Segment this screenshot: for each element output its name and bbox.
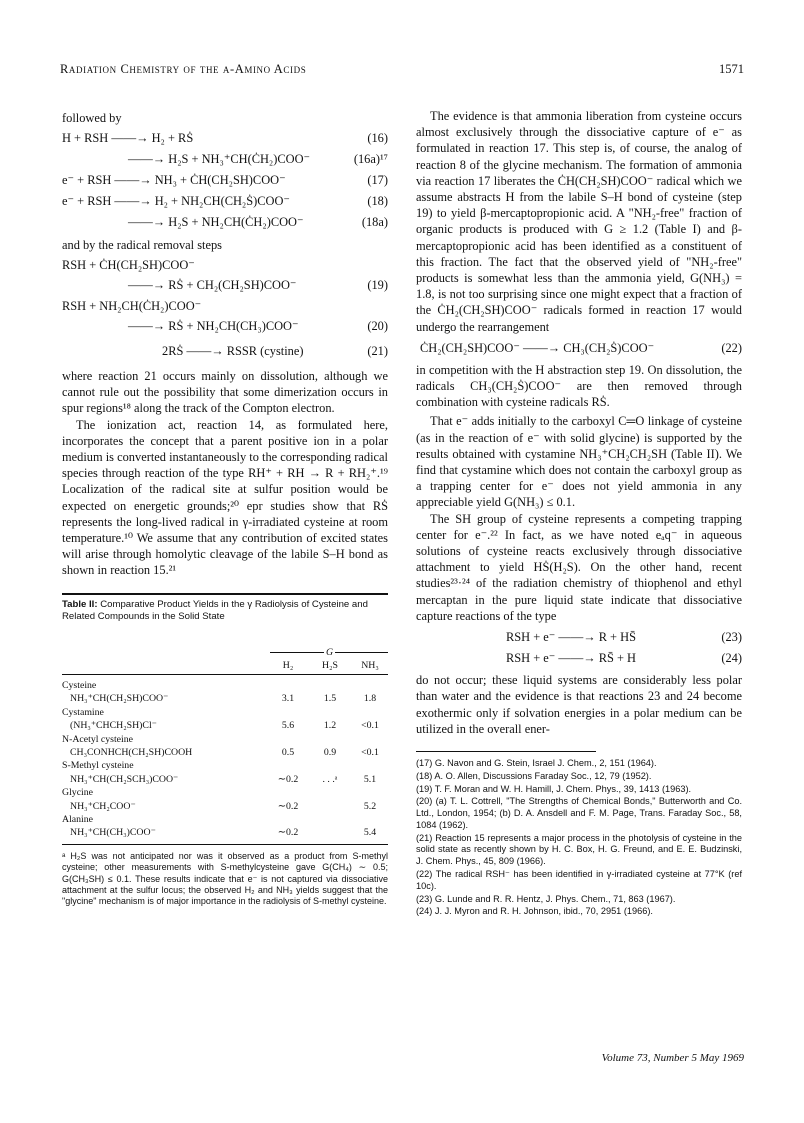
equation-row: H + RSH ——→ H₂ + RṠ (16) <box>62 131 388 145</box>
paragraph-dimerization: where reaction 21 occurs mainly on dissolution, although we cannot rule out the possibility that some dimerization occurs in spur regions¹⁸ along the track of the Compton electron. <box>62 369 388 416</box>
running-title: Radiation Chemistry of the α-Amino Acids <box>60 62 307 76</box>
equation-19-lead: RSH + ĊH(CH₂SH)COO⁻ <box>62 258 195 272</box>
reference-item: (19) T. F. Moran and W. H. Hamill, J. Chem. Phys., 39, 1413 (1963). <box>416 783 692 794</box>
table-row-values: NH₃⁺CH₂COO⁻ ∼0.2 5.2 <box>70 800 377 812</box>
table-row-values: CH₃CONHCH(CH₂SH)COOH 0.5 0.9 <0.1 <box>70 746 379 758</box>
equation-row: e⁻ + RSH ——→ H₂ + NH₂CH(CH₂Ṡ)COO⁻ (18) <box>62 194 388 208</box>
reference-item: (21) Reaction 15 represents a major process in the photolysis of cysteine in the solid state as recently shown by H. C. Box, H. G. Freund, and E. E. Budzinski, J. Chem. Phys., 45, 809 (1966). <box>416 832 742 867</box>
table-column-headers: H₂ H₂S NH₃ <box>282 659 379 671</box>
radical-removal-text: and by the radical removal steps <box>62 238 222 252</box>
reference-item: (18) A. O. Allen, Discussions Faraday Soc., 12, 79 (1952). <box>416 770 652 781</box>
table-row-compound: Alanine <box>62 813 94 825</box>
equation-row: e⁻ + RSH ——→ NH₃ + ĊH(CH₂SH)COO⁻ (17) <box>62 173 388 187</box>
table-row-values: (NH₃⁺CHCH₂SH)Cl⁻ 5.6 1.2 <0.1 <box>70 720 379 732</box>
equation-24: RSH + e⁻ ——→ RS̄ + H (24) <box>506 651 742 666</box>
table-ii <box>62 593 388 908</box>
equation-22: ĊH₂(CH₂SH)COO⁻ ——→ CH₃(CH₂Ṡ)COO⁻ (22) <box>420 340 742 355</box>
equation-row: ——→ H₂S + NH₂CH(ĊH₂)COO⁻ (18a) <box>128 215 388 229</box>
reference-item: (20) (a) T. L. Cottrell, "The Strengths of Chemical Bonds," Butterworth and Co. Ltd., London, 1954; (b) D. A. Ansdell and F. M. Page, Trans. Faraday Soc., 58, 1084 (1962). <box>416 796 742 830</box>
reference-item: (17) G. Navon and G. Stein, Israel J. Chem., 2, 151 (1964). <box>416 757 657 768</box>
table-row-compound: Cysteine <box>62 680 97 692</box>
equation-row: ——→ H₂S + NH₃⁺CH(ĊH₂)COO⁻ (16a)¹⁷ <box>128 152 388 166</box>
left-column <box>62 108 388 908</box>
paragraph-liquid-systems: do not occur; these liquid systems are considerably less polar than water and the evidence is that reactions 23 and 24 become exothermic only if solvation energies in a polar medium can be utilized in the overall ener- <box>416 673 742 736</box>
running-header <box>60 62 744 82</box>
table-row-values: NH₃⁺CH(CH₂SCH₃)COO⁻ ∼0.2 . . .ᵃ 5.1 <box>70 773 377 785</box>
table-caption: Table II: Comparative Product Yields in the γ Radiolysis of Cysteine and Related Compounds in the Solid State <box>62 598 368 622</box>
reference-item: (24) J. J. Myron and R. H. Johnson, ibid., 70, 2951 (1966). <box>416 906 653 917</box>
table-body <box>62 679 388 840</box>
table-row-compound: S-Methyl cysteine <box>62 760 134 772</box>
table-group-header: G <box>62 645 388 659</box>
paragraph-sh-group: The SH group of cysteine represents a competing trapping center for e⁻.²² In fact, as we have noted eₐq⁻ in aqueous solutions of cysteine reacts exclusively through dissociative attachment to yield HṠ(H₂S). On the other hand, recent studies²³·²⁴ of the radiation chemistry of thiophenol and ethyl mercaptan in the pure liquid state indicate that dissociative capture reactions of the type <box>416 511 742 623</box>
equation-21: 2RṠ ——→ RSSR (cystine) (21) <box>162 344 388 358</box>
equation-23: RSH + e⁻ ——→ R + HS̄ (23) <box>506 630 742 645</box>
equation-group-16-18 <box>62 128 388 233</box>
right-column <box>416 108 742 919</box>
paragraph-carboxyl: That e⁻ adds initially to the carboxyl C═O linkage of cysteine (as in the reaction of e⁻ with solid glycine) is supported by the results obtained with cystamine NH₃⁺CH₂CH₂SH (Table II). We find that cystamine which does not contain the carboxyl group as a trapping center for e⁻ does not yield ammonia in any appreciable yield G(NH₃) ≤ 0.1. <box>416 414 742 510</box>
paragraph-competition: in competition with the H abstraction step 19. On dissolution, the radicals CH₃(CH₂Ṡ)COO⁻ are then removed through combination with cysteine radicals RṠ. <box>416 362 742 410</box>
journal-footer: Volume 73, Number 5 May 1969 <box>601 1052 744 1064</box>
reference-item: (23) G. Lunde and R. R. Hentz, J. Phys. Chem., 71, 863 (1967). <box>416 893 676 904</box>
table-row-values: NH₃⁺CH(CH₂SH)COO⁻ 3.1 1.5 1.8 <box>70 693 377 705</box>
table-row-compound: Glycine <box>62 787 94 799</box>
paragraph-ammonia-evidence: The evidence is that ammonia liberation from cysteine occurs almost exclusively through the dissociative capture of e⁻ as formulated in reaction 17. This step is, of course, the analog of reaction 8 of the glycine mechanism. The formation of ammonia via reaction 17 liberates the ĊH(CH₂SH)COO⁻ radical which we assume abstracts H from the labile S–H bond of cysteine (step 19) to yield β-mercaptopropionic acid. A "NH₂-free" fraction of organic products is produced with G ≥ 1.2 (Table I) and β-mercaptopropionic acid has been identified as a constituent of this fraction. The fact that the observed yield of "NH₂-free" products is somewhat less than the ammonia yield, G(NH₃) = 1.8, is not too surprising since one might expect that a fraction of the ĊH₂(CH₂SH)COO⁻ radicals formed in reaction 17 would undergo the rearrangement <box>416 109 742 334</box>
followed-by-text: followed by <box>62 111 122 125</box>
equation-19: ——→ RṠ + CH₂(CH₂SH)COO⁻ (19) <box>128 278 388 292</box>
table-row-compound: N-Acetyl cysteine <box>62 733 133 745</box>
reference-item: (22) The radical RSH⁻ has been identified in γ-irradiated cysteine at 77°K (ref 10c). <box>416 869 742 891</box>
paragraph-ionization: The ionization act, reaction 14, as formulated here, incorporates the concept that a parent positive ion in a polar medium is converted instantaneously to the corresponding radical species through reaction of the type RH⁺ + RH → R + RH₂⁺.¹⁹ Localization of the radical site at sulfur position would be expected on energetic grounds;²⁰ epr studies show that RṠ represents the long-lived radical in γ-irradiated cysteine at room temperature.¹⁰ We assume that any contribution of excited states will arise through homolytic cleavage of the labile S–H bond as shown in reaction 15.²¹ <box>62 417 388 578</box>
equation-20: ——→ RṠ + NH₂CH(CH₃)COO⁻ (20) <box>128 319 388 333</box>
table-row-values: NH₃⁺CH(CH₃)COO⁻ ∼0.2 5.4 <box>70 827 377 839</box>
table-footnote: ᵃ H₂S was not anticipated nor was it observed as a product from S-methyl cysteine; other measurements with S-methylcysteine gave G(CH₄) ∼ 0.5; G(CH₃SH) ≤ 0.1. These results indicate that e⁻ is not captured via dissociative attachment at the sulfur locus; the observed H₂ and NH₃ yields suggest that the "glycine" mechanism is of major importance in the radiolysis of S-methyl cysteine. <box>62 850 388 907</box>
equation-20-lead: RSH + NH₂CH(ĊH₂)COO⁻ <box>62 299 202 313</box>
references-list <box>416 758 742 918</box>
page-number: 1571 <box>719 62 744 76</box>
table-row-compound: Cystamine <box>62 706 104 718</box>
